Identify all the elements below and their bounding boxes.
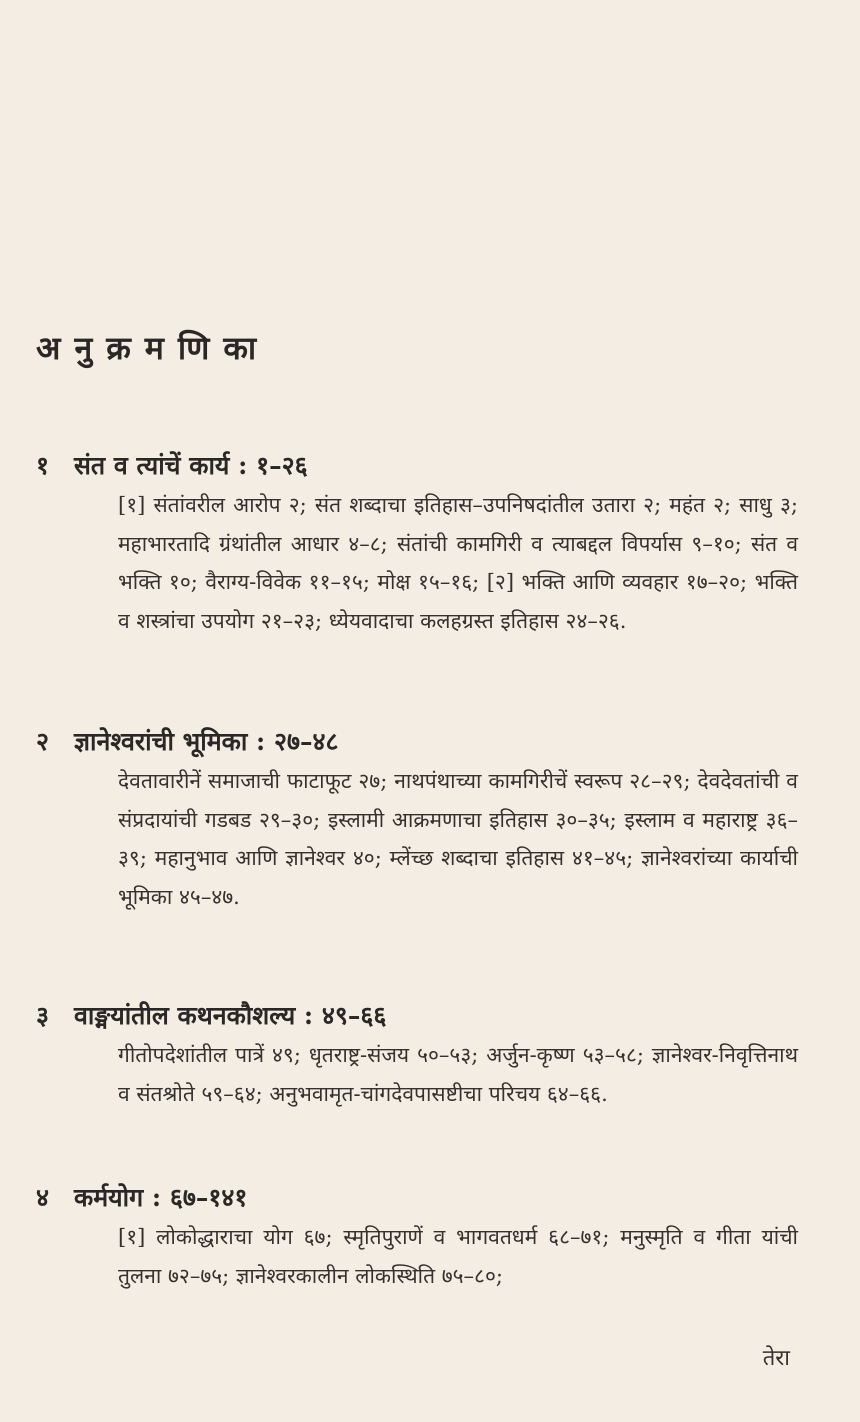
section-title	[36, 1178, 796, 1218]
section-title-text: वाङ्मयांतील कथनकौशल्य : ४९–६६	[74, 1001, 387, 1030]
section-body: [१] लोकोद्धाराचा योग ६७; स्मृतिपुराणें व भागवतधर्म ६८–७१; मनुस्मृति व गीता यांची तुलना ७२–७५; ज्ञानेश्वरकालीन लोकस्थिति ७५–८०;	[118, 1225, 798, 1288]
section-title-text: कर्मयोग : ६७–१४१	[74, 1183, 248, 1212]
section-title	[36, 722, 796, 762]
section-title	[36, 996, 796, 1036]
page-heading: अनुक्रमणिका	[36, 329, 271, 367]
section-number: ३	[36, 1001, 50, 1030]
section-number: ४	[36, 1183, 50, 1212]
section-body: देवतावारीनें समाजाची फाटाफूट २७; नाथपंथाच्या कामगिरीचें स्वरूप २८–२९; देवदेवतांची व संप्रदायांची गडबड २९–३०; इस्लामी आक्रमणाचा इतिहास ३०–३५; इस्लाम व महाराष्ट्र ३६–३९; महानुभाव आणि ज्ञानेश्वर ४०; म्लेंच्छ शब्दाचा इतिहास ४१–४५; ज्ञानेश्वरांच्या कार्याची भूमिका ४५–४७.	[118, 769, 798, 909]
section-number: १	[36, 451, 50, 480]
section-number: २	[36, 727, 50, 756]
toc-section	[36, 1178, 796, 1295]
toc-section	[36, 446, 796, 640]
section-title-text: ज्ञानेश्वरांची भूमिका : २७–४८	[74, 727, 339, 756]
toc-section	[36, 722, 796, 916]
toc-section	[36, 996, 796, 1113]
section-body: [१] संतांवरील आरोप २; संत शब्दाचा इतिहास–उपनिषदांतील उतारा २; महंत २; साधु ३; महाभारतादि ग्रंथांतील आधार ४–८; संतांची कामगिरी व त्याबद्दल विपर्यास ९–१०; संत व भक्ति १०; वैराग्य-विवेक ११–१५; मोक्ष १५–१६; [२] भक्ति आणि व्यवहार १७–२०; भक्ति व शस्त्रांचा उपयोग २१–२३; ध्येयवादाचा कलहग्रस्त इतिहास २४–२६.	[118, 493, 798, 633]
section-title-text: संत व त्यांचें कार्य : १–२६	[74, 451, 308, 480]
section-title	[36, 446, 796, 486]
section-body: गीतोपदेशांतील पात्रें ४९; धृतराष्ट्र-संजय ५०–५३; अर्जुन-कृष्ण ५३–५८; ज्ञानेश्वर-निवृत्तिनाथ व संतश्रोते ५९–६४; अनुभवामृत-चांगदेवपासष्टीचा परिचय ६४–६६.	[118, 1043, 798, 1106]
page-number: तेरा	[762, 1346, 790, 1371]
